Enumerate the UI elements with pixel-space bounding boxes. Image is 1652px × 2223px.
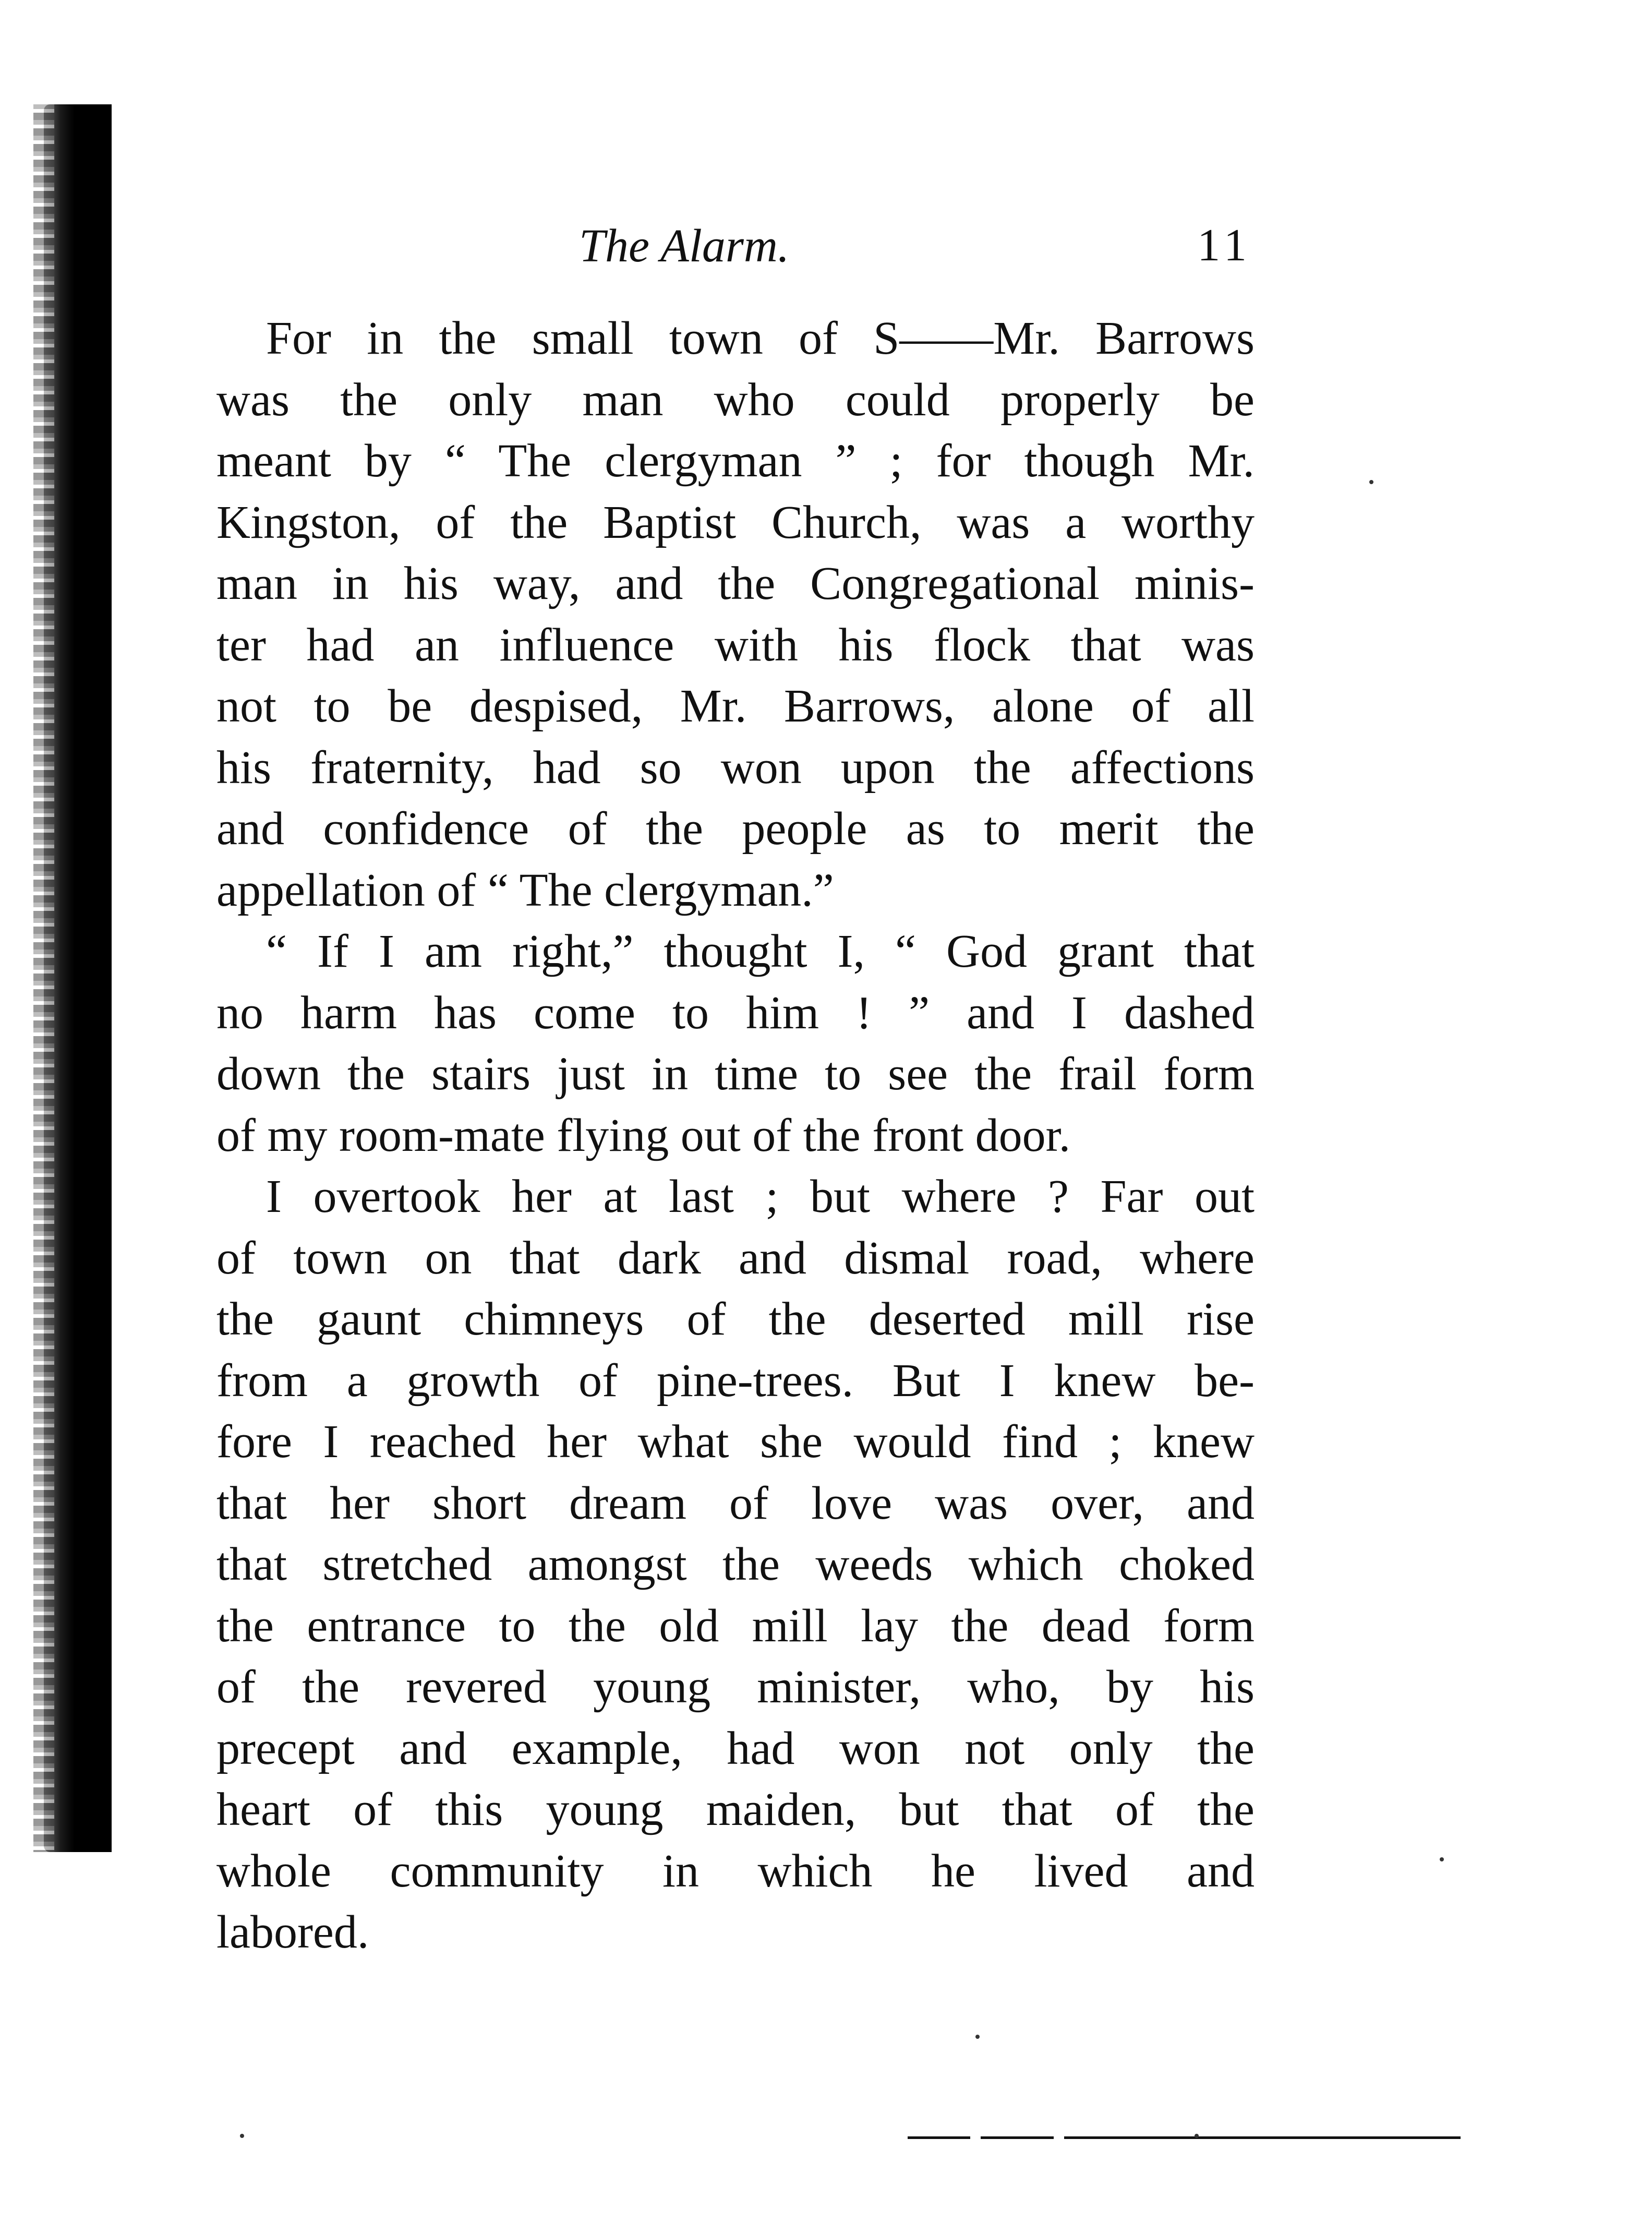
text-line: and confidence of the people as to merit the: [216, 803, 1255, 855]
text-line: whole community in which he lived and: [216, 1845, 1255, 1897]
text-line: from a growth of pine-trees. But I knew be-: [216, 1354, 1255, 1407]
running-head: [219, 219, 1252, 282]
text-line: ter had an influence with his flock that was: [216, 619, 1255, 671]
text-line: no harm has come to him ! ” and I dashed: [216, 987, 1255, 1039]
text-line: that stretched amongst the weeds which choked: [216, 1539, 1255, 1590]
text-line: down the stairs just in time to see the frail form: [216, 1048, 1255, 1100]
page-number: 11: [1197, 220, 1252, 271]
text-line: the entrance to the old mill lay the dead form: [216, 1600, 1255, 1652]
scan-rule-fragment: [981, 2136, 1054, 2139]
scan-speck: [1440, 1857, 1444, 1861]
scan-rule-fragment: [908, 2136, 970, 2139]
text-line: I overtook her at last ; but where ? Far out: [266, 1171, 1255, 1222]
text-line: of my room-mate flying out of the front door.: [216, 1109, 1071, 1161]
text-line: appellation of “ The clergyman.”: [216, 864, 834, 916]
text-line: of town on that dark and dismal road, where: [216, 1232, 1255, 1284]
text-line: that her short dream of love was over, and: [216, 1477, 1255, 1529]
text-line: heart of this young maiden, but that of the: [216, 1784, 1255, 1835]
scan-speck: [1369, 480, 1373, 484]
running-title: The Alarm.: [579, 220, 790, 272]
text-line: meant by “ The clergyman ” ; for though Mr.: [216, 435, 1255, 487]
text-line: Kingston, of the Baptist Church, was a worthy: [216, 496, 1255, 548]
text-line: his fraternity, had so won upon the affections: [216, 741, 1255, 794]
text-line: the gaunt chimneys of the deserted mill rise: [216, 1293, 1255, 1345]
scan-speck: [1195, 2134, 1199, 2138]
text-line: not to be despised, Mr. Barrows, alone of all: [216, 680, 1255, 732]
text-line: “ If I am right,” thought I, “ God grant that: [266, 926, 1255, 977]
scan-rule-fragment: [1064, 2136, 1461, 2139]
body-text: [216, 308, 1255, 1963]
text-line: labored.: [216, 1906, 369, 1958]
text-line: man in his way, and the Congregational minis-: [216, 558, 1255, 609]
text-line: fore I reached her what she would find ; knew: [216, 1416, 1255, 1468]
scanned-binding-edge: [44, 104, 112, 1852]
scan-speck: [240, 2134, 244, 2138]
text-line: was the only man who could properly be: [216, 374, 1255, 426]
text-line: of the revered young minister, who, by his: [216, 1661, 1255, 1713]
text-line: precept and example, had won not only the: [216, 1722, 1255, 1774]
text-line: For in the small town of S——Mr. Barrows: [266, 313, 1255, 364]
scan-speck: [975, 2035, 980, 2039]
